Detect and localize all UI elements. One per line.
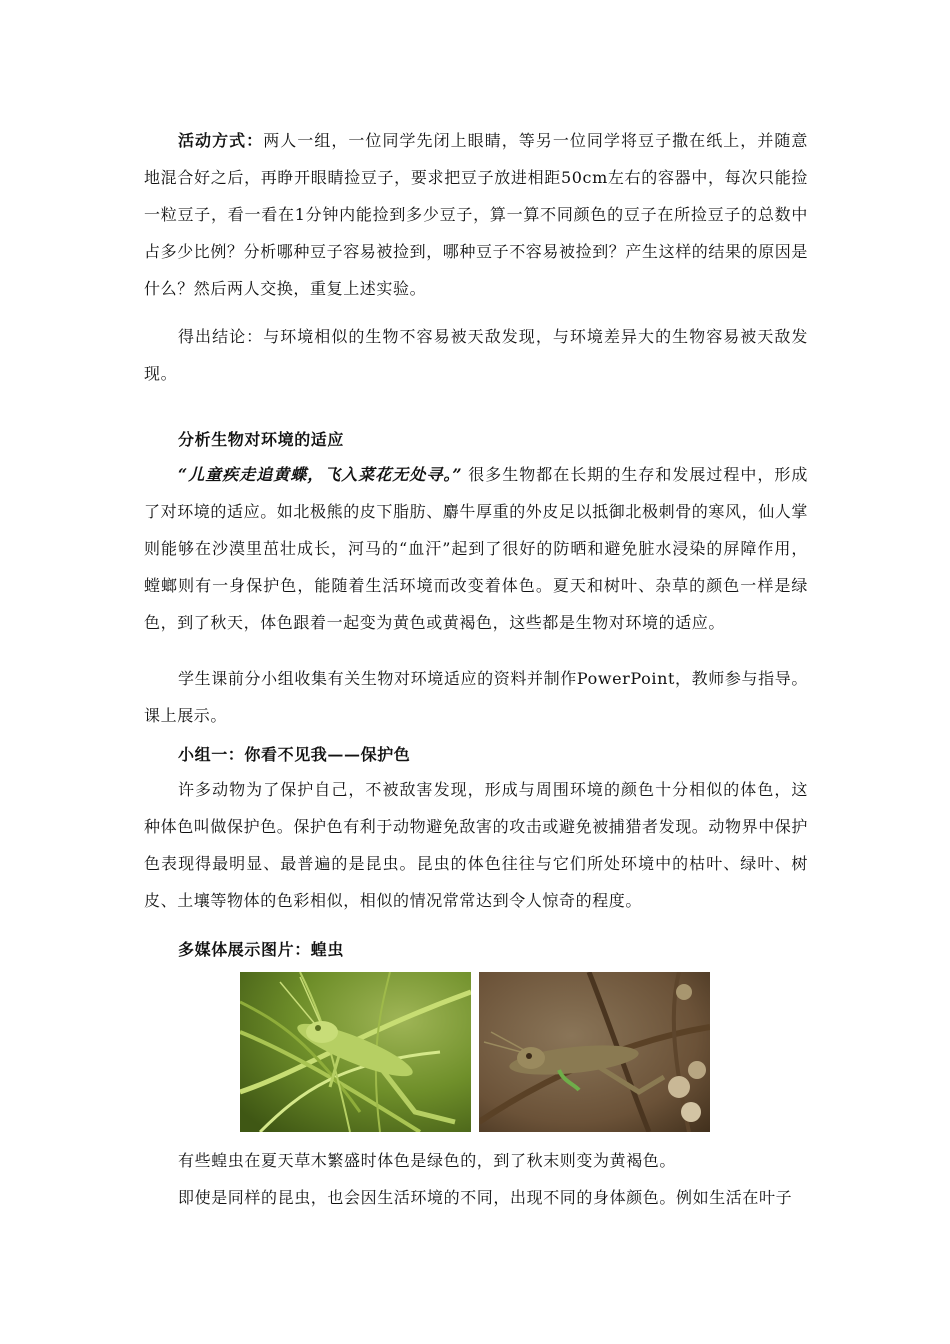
camouflage-paragraph: 许多动物为了保护自己，不被敌害发现，形成与周围环境的颜色十分相似的体色，这种体色叫做保护色。保护色有利于动物避免敌害的攻击或避免被捕猎者发现。动物界中保护色表现得最明显、最普遍的是昆虫。昆虫的体色往往与它们所处环境中的枯叶、绿叶、树皮、土壤等物体的色彩相似，相似的情况常常达到令人惊奇的程度。 (144, 780, 809, 910)
grasshopper-caption: 有些蝗虫在夏天草木繁盛时体色是绿色的，到了秋末则变为黄褐色。 (178, 1151, 677, 1170)
adaptation-paragraph (144, 456, 808, 641)
brown-grasshopper-photo (479, 972, 710, 1132)
closing-paragraph: 即使是同样的昆虫，也会因生活环境的不同，出现不同的身体颜色。例如生活在叶子 (178, 1188, 793, 1207)
activity-label: 活动方式： (178, 131, 264, 150)
conclusion-paragraph: 得出结论：与环境相似的生物不容易被天敌发现，与环境差异大的生物容易被天敌发现。 (144, 327, 808, 383)
poem-quote: “儿童疾走追黄蝶，飞入菜花无处寻。” (178, 465, 463, 484)
green-grasshopper-photo (240, 972, 471, 1132)
prep-paragraph: 学生课前分小组收集有关生物对环境适应的资料并制作PowerPoint，教师参与指导。课上展示。 (144, 669, 808, 725)
group1-heading: 小组一：你看不见我——保护色 (178, 745, 411, 764)
activity-text: 两人一组，一位同学先闭上眼睛，等另一位同学将豆子撒在纸上，并随意地混合好之后，再睁开眼睛捡豆子，要求把豆子放进相距50cm左右的容器中，每次只能捡一粒豆子，看一看在1分钟内能捡到多少豆子，算一算不同颜色的豆子在所捡豆子的总数中占多少比例？分析哪种豆子容易被捡到，哪种豆子不容易被捡到？产生这样的结果的原因是什么？然后两人交换，重复上述实验。 (144, 131, 809, 298)
adaptation-text: 很多生物都在长期的生存和发展过程中，形成了对环境的适应。如北极熊的皮下脂肪、麝牛厚重的外皮足以抵御北极刺骨的寒风，仙人掌则能够在沙漠里茁壮成长，河马的“血汗”起到了很好的防晒和避免脏水浸染的屏障作用，螳螂则有一身保护色，能随着生活环境而改变着体色。夏天和树叶、杂草的颜色一样是绿色，到了秋天，体色跟着一起变为黄色或黄褐色，这些都是生物对环境的适应。 (144, 465, 809, 632)
section-heading: 分析生物对环境的适应 (178, 430, 345, 449)
media-heading: 多媒体展示图片：蝗虫 (178, 940, 345, 959)
activity-paragraph (144, 122, 808, 307)
